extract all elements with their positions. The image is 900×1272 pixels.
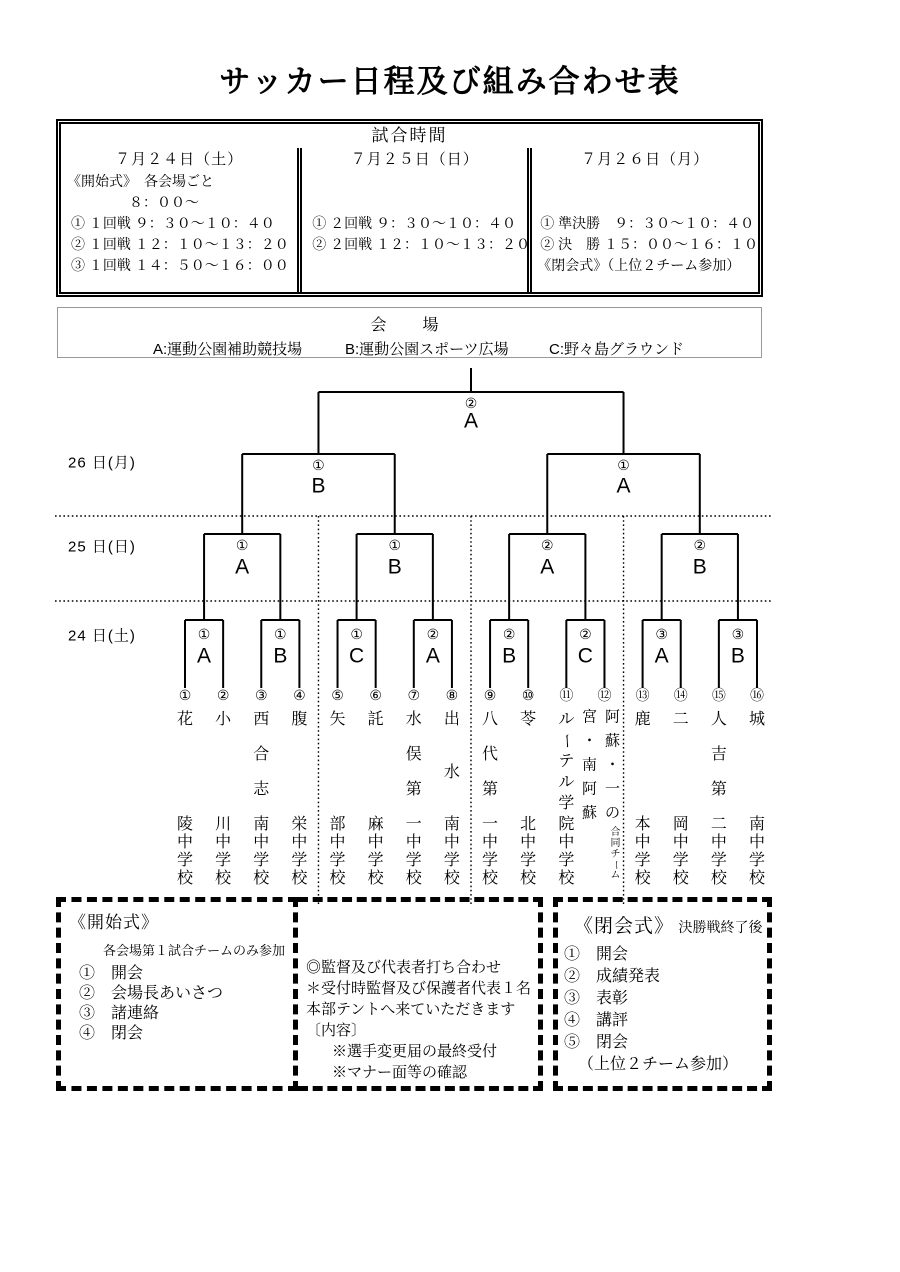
schedule-line: ③ １回戦 １４：５０～１６：００	[71, 257, 289, 273]
venue-item-c: C:野々島グラウンド	[549, 341, 685, 358]
team-name-char: 蘇	[604, 732, 620, 750]
list-item: （上位２チーム参加）	[578, 1056, 739, 1073]
team-name-char: 学	[634, 852, 651, 869]
team-name-char: 校	[367, 870, 384, 887]
match-venue: B	[311, 474, 326, 498]
match-venue: B	[387, 555, 402, 579]
team-name-char: 学	[482, 852, 499, 869]
opening-box-items	[79, 964, 291, 1044]
team-name-char: 一	[482, 816, 499, 833]
list-item: ③ 表彰	[564, 990, 629, 1007]
team-name-char: 苓	[520, 711, 537, 728]
schedule-line: ① ２回戦 ９：３０～１０：４０	[312, 215, 516, 231]
team-number: ⑩	[521, 687, 535, 703]
joint-team-note-char: 合	[610, 827, 621, 838]
team-name-char: 校	[634, 870, 651, 887]
match-venue: C	[577, 644, 593, 668]
team-name-char: 矢	[329, 711, 346, 728]
team-number: ⑦	[407, 687, 421, 703]
team-name-char: 鹿	[634, 711, 651, 728]
team-name-char: 部	[329, 816, 346, 833]
team-number: ⑧	[445, 687, 459, 703]
list-item: ② 成績発表	[564, 968, 661, 985]
team-number: ⑪	[559, 687, 574, 703]
team-name-char: 中	[329, 834, 346, 851]
team-name-char: 校	[558, 870, 575, 887]
team-name-char: 中	[253, 834, 270, 851]
team-name-char: 岡	[672, 816, 689, 833]
match-venue: A	[540, 555, 555, 579]
closing-box-items	[564, 944, 765, 1076]
match-number: ③	[655, 626, 668, 642]
list-item: ① 開会	[564, 946, 629, 963]
closing-box-subheading: 決勝戦終了後	[678, 919, 763, 935]
team-name-char: 第	[405, 781, 422, 798]
team-name-char: 中	[291, 834, 308, 851]
schedule-line: ② １回戦 １２：１０～１３：２０	[71, 236, 289, 252]
match-number: ①	[617, 457, 630, 473]
team-name-char: 中	[520, 834, 537, 851]
team-name-char: 宮	[581, 708, 597, 726]
team-name-char: 腹	[291, 711, 308, 728]
team-name-char: 校	[215, 870, 232, 887]
list-item: 本部テントへ来ていただきます	[306, 1001, 516, 1018]
schedule-date: ７月２４日（土）	[115, 151, 244, 168]
team-name-char: 南	[443, 816, 460, 833]
schedule-line: ① １回戦 ９：３０～１０：４０	[71, 215, 275, 231]
joint-team-note-char: 同	[610, 837, 621, 849]
team-name-char: 中	[672, 834, 689, 851]
team-name-char: ル	[558, 711, 575, 728]
team-number: ①	[178, 687, 192, 703]
day-label: 26 日(月)	[68, 454, 136, 472]
match-number: ②	[579, 626, 592, 642]
team-name-char: 城	[748, 711, 766, 728]
team-name-char: 学	[291, 852, 308, 869]
match-venue: A	[235, 555, 250, 579]
managers-meeting-box	[298, 897, 543, 1091]
match-number: ①	[197, 626, 211, 642]
team-name-char: 学	[558, 852, 575, 869]
list-item: ④ 閉会	[79, 1025, 144, 1042]
opening-ceremony-box	[56, 897, 298, 1091]
team-name-char: 中	[748, 834, 766, 851]
list-item: 〔内容〕	[306, 1022, 367, 1039]
team-name-char: 栄	[291, 816, 308, 833]
team-name-char: 水	[443, 763, 460, 781]
team-name-char: 水	[405, 711, 422, 728]
team-name-char: 校	[405, 870, 422, 887]
team-number: ②	[216, 687, 230, 703]
schedule-line: ８：００～	[129, 194, 199, 210]
list-item: ◎監督及び代表者打ち合わせ	[306, 959, 502, 976]
joint-team-note-char: ー	[610, 860, 622, 871]
team-name-char: 中	[558, 834, 575, 851]
team-name-char: 俣	[405, 746, 422, 763]
team-name-char: 中	[710, 834, 727, 851]
list-item: ＊受付時監督及び保護者代表１名	[306, 980, 532, 997]
list-item: ※マナー面等の確認	[332, 1064, 468, 1081]
team-name-char: 花	[176, 711, 194, 728]
team-name-char: 中	[443, 834, 460, 851]
team-name-char: 中	[176, 834, 194, 851]
team-number: ⑫	[597, 687, 612, 703]
match-number: ①	[388, 537, 401, 553]
team-name-char: 吉	[710, 746, 727, 763]
match-venue: B	[730, 644, 745, 668]
team-name-char: 二	[710, 816, 727, 833]
match-venue: A	[616, 474, 631, 498]
team-name-char: 学	[443, 852, 460, 869]
team-name-char: ・	[581, 732, 597, 750]
day-label: 24 日(土)	[68, 627, 136, 645]
team-name-char: 学	[520, 852, 537, 869]
closing-ceremony-box	[553, 897, 772, 1091]
match-venue: B	[692, 555, 707, 579]
match-number: ②	[464, 395, 478, 411]
team-name-char: 本	[634, 816, 651, 833]
schedule-line: ② 決 勝 １５：００～１６：１０	[540, 236, 758, 252]
day-label: 25 日(日)	[68, 538, 136, 556]
team-name-char: 校	[329, 870, 346, 887]
team-name-char: 校	[672, 870, 689, 887]
team-name-char: 一	[405, 816, 422, 833]
team-name-char: 託	[367, 711, 384, 728]
schedule-line: ① 準決勝 ９：３０～１０：４０	[540, 215, 755, 231]
match-venue: C	[349, 644, 365, 668]
venue-item-a: A:運動公園補助競技場	[153, 341, 303, 358]
team-name-char: 第	[482, 781, 499, 798]
team-name-char: ー	[558, 732, 576, 750]
team-name-char: 南	[748, 816, 766, 833]
team-name-char: 北	[520, 816, 537, 833]
team-name-char: 南	[581, 756, 597, 774]
match-venue: B	[502, 644, 517, 668]
team-name-char: 学	[215, 852, 232, 869]
team-name-char: 校	[291, 870, 308, 887]
team-name-char: 学	[367, 852, 384, 869]
team-name-char: 蘇	[581, 804, 597, 822]
team-number: ③	[254, 687, 268, 703]
team-number: ⑯	[750, 687, 764, 703]
schedule-line: 《開始式》 各会場ごと	[67, 173, 214, 189]
team-name-char: 中	[634, 834, 651, 851]
team-name-char: 校	[482, 870, 499, 887]
match-number: ①	[235, 537, 249, 553]
team-name-char: 出	[443, 711, 460, 728]
team-name-char: 合	[253, 746, 270, 763]
team-name-char: 学	[253, 852, 270, 869]
team-name-char: 学	[558, 795, 575, 812]
team-number: ④	[293, 687, 306, 703]
schedule-date: ７月２６日（月）	[581, 151, 710, 168]
list-item: ① 開会	[79, 965, 144, 982]
team-number: ⑤	[331, 687, 344, 703]
match-venue: A	[425, 644, 440, 668]
team-name-char: テ	[558, 753, 575, 770]
team-name-char: 西	[253, 711, 270, 728]
team-name-char: ・	[604, 756, 620, 774]
schedule-date: ７月２５日（日）	[350, 151, 479, 168]
match-time-heading: 試合時間	[371, 126, 448, 145]
page-title: サッカー日程及び組み合わせ表	[219, 64, 681, 99]
team-name-char: 学	[710, 852, 727, 869]
team-number: ⑬	[635, 687, 650, 703]
opening-box-heading: 《開始式》	[69, 913, 159, 932]
team-number: ⑨	[483, 687, 497, 703]
list-item: ※選手変更届の最終受付	[332, 1043, 498, 1060]
match-number: ②	[502, 626, 516, 642]
team-name-char: 南	[253, 816, 270, 833]
joint-team-note-char: チ	[610, 848, 621, 860]
team-name-char: 小	[215, 711, 232, 728]
closing-box-heading: 《閉会式》	[574, 916, 675, 937]
match-number: ②	[426, 626, 440, 642]
team-name-char: 中	[367, 834, 384, 851]
schedule-line: ② ２回戦 １２：１０～１３：２０	[312, 236, 530, 252]
team-name-char: 中	[215, 834, 232, 851]
team-name-char: の	[604, 804, 620, 822]
team-name-char: 志	[253, 781, 270, 798]
schedule-line: 《閉会式》（上位２チーム参加）	[537, 257, 741, 273]
match-venue: B	[273, 644, 288, 668]
team-name-char: 川	[215, 816, 232, 833]
list-item: ③ 諸連絡	[79, 1005, 160, 1022]
list-item: ⑤ 閉会	[564, 1034, 629, 1051]
team-name-char: 学	[748, 852, 766, 869]
match-venue: A	[654, 644, 669, 668]
venue-item-b: B:運動公園スポーツ広場	[345, 341, 509, 358]
team-name-char: 校	[520, 870, 537, 887]
joint-team-note-char: ム	[610, 870, 621, 882]
match-number: ①	[312, 457, 325, 473]
team-name-char: 麻	[367, 816, 384, 833]
team-name-char: 中	[482, 834, 499, 851]
team-name-char: 阿	[604, 708, 620, 726]
team-number: ⑥	[369, 687, 382, 703]
team-name-char: 院	[558, 816, 575, 833]
team-name-char: 人	[710, 711, 727, 728]
team-name-char: 八	[482, 711, 499, 728]
match-number: ②	[540, 537, 554, 553]
team-name-char: 第	[710, 781, 727, 798]
match-number: ①	[350, 626, 363, 642]
team-name-char: 学	[672, 852, 689, 869]
list-item: ② 会場長あいさつ	[79, 985, 224, 1002]
meeting-box-lines	[306, 957, 536, 1083]
opening-box-subheading: 各会場第１試合チームのみ参加	[103, 943, 286, 958]
list-item: ④ 講評	[564, 1012, 629, 1029]
team-name-char: 学	[176, 852, 194, 869]
team-name-char: 校	[710, 870, 727, 887]
team-name-char: 二	[672, 711, 689, 728]
team-name-char: 校	[443, 870, 460, 887]
team-name-char: 中	[405, 834, 422, 851]
match-number: ①	[274, 626, 287, 642]
team-number: ⑭	[673, 687, 688, 703]
team-name-char: 学	[329, 852, 346, 869]
team-name-char: 校	[253, 870, 270, 887]
team-name-char: 一	[604, 780, 620, 798]
team-name-char: 校	[748, 870, 766, 887]
closing-box-heading-row	[574, 911, 765, 938]
team-name-char: 阿	[581, 780, 597, 798]
team-number: ⑮	[711, 687, 726, 703]
match-number: ②	[693, 537, 707, 553]
team-name-char: ル	[558, 774, 575, 791]
match-venue: A	[463, 409, 479, 433]
team-name-char: 陵	[176, 816, 194, 833]
team-name-char: 代	[482, 746, 499, 763]
match-venue: A	[197, 644, 212, 668]
team-name-char: 校	[176, 870, 194, 887]
venue-heading: 会 場	[370, 317, 449, 334]
team-name-char: 学	[405, 852, 422, 869]
match-number: ③	[731, 626, 745, 642]
